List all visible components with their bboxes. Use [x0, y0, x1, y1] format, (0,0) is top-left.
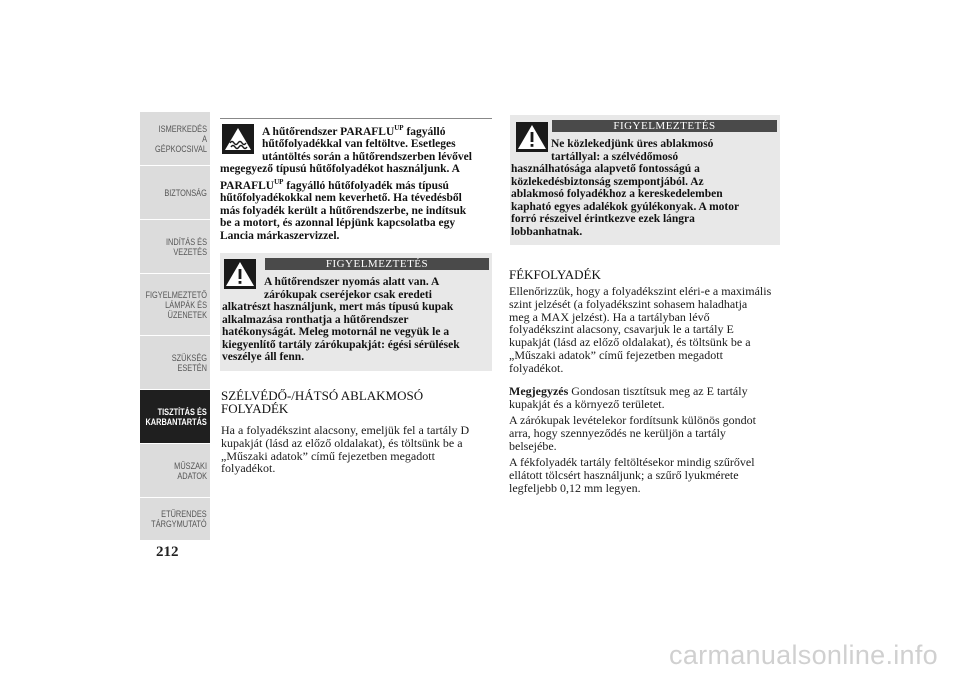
- tab-label: BIZTONSÁG: [164, 187, 207, 198]
- brake-fluid-para1: Ellenőrizzük, hogy a folyadékszint eléri-e a maximális szint jelzését (a folyadékszint sohasem haladhatja meg a MAX jelzést). Ha a tartályban lévő folyadékszint alacsony, csavarjuk le a tartály E kupakját (lásd az előző oldalakat), és töltsünk be a „Műszaki adatok” című fejezetben megadott folyadékot.: [509, 284, 772, 375]
- tab-tisztitas[interactable]: [140, 390, 210, 444]
- watermark: carmanualsonline.info: [669, 640, 938, 670]
- brake-fluid-para4: A fékfolyadék tartály feltöltésekor mindig szűrővel ellátott tölcsért használjunk; a szűrő lyukmérete legfeljebb 0,12 mm legyen.: [509, 455, 755, 495]
- tab-szukseg[interactable]: [140, 336, 210, 390]
- note-label: Megjegyzés: [509, 384, 569, 398]
- washer-fluid-body: Ha a folyadékszint alacsony, emeljük fel a tartály D kupakját (lásd az előző oldalakat), és töltsünk be a „Műszaki adatok” című fejezetben megadott folyadékot.: [221, 423, 470, 476]
- pressure-warning-text: A hűtőrendszer nyomás alatt van. A zárókupak cseréjekor csak eredeti alkatrészt használjunk, mert más típusú kupak alkalmazása ronthatja a hűtőrendszer hatékonyságát. Meleg motornál ne vegyük le a kiegyenlítő tartály zárókupakját: égési sérülések veszélye áll fenn.: [222, 276, 460, 363]
- note-top-rule: [220, 118, 492, 119]
- page-number: 212: [156, 544, 179, 560]
- warning-title: FIGYELMEZTETÉS: [552, 120, 777, 132]
- tab-label: ETŰRENDES TÁRGYMUTATÓ: [151, 509, 207, 529]
- tab-muszaki[interactable]: [140, 444, 210, 498]
- washer-warning-text: Ne közlekedjünk üres ablakmosó tartállyal: a szélvédőmosó használhatósága alapvető fontosságú a közlekedésbiztonság szempontjából. Az ablakmosó folyadékhoz a kereskedelemben kapható egyes adalékok gyúlékonyak. A motor forró részeivel érintkezve ezek lángra lobbanhatnak.: [511, 138, 740, 238]
- tab-label: MŰSZAKI ADATOK: [174, 460, 207, 481]
- tab-label: SZÜKSÉG ESETÉN: [171, 352, 207, 373]
- tab-inditas[interactable]: [140, 220, 210, 274]
- warning-title: FIGYELMEZTETÉS: [265, 258, 489, 270]
- tab-label: TISZTÍTÁS ÉS KARBANTARTÁS: [145, 406, 207, 427]
- tab-figyelmezteto[interactable]: [140, 274, 210, 336]
- brake-fluid-heading: FÉKFOLYADÉK: [509, 267, 601, 282]
- brake-fluid-para2: Megjegyzés Gondosan tisztítsuk meg az E tartály kupakját és a környező területet.: [509, 384, 748, 411]
- tab-label: ISMERKEDÉS A GÉPKOCSIVAL: [155, 123, 207, 154]
- tab-ismerkedes[interactable]: [140, 112, 210, 166]
- tab-label: FIGYELMEZTETŐ LÁMPÁK ÉS ÜZENETEK: [145, 289, 207, 320]
- brake-fluid-para3: A zárókupak levételekor fordítsunk különös gondot arra, hogy szennyeződés ne kerüljön a tartály belsejébe.: [509, 413, 756, 453]
- tab-label: INDÍTÁS ÉS VEZETÉS: [165, 236, 207, 257]
- tab-betyurendes[interactable]: [140, 498, 210, 540]
- tab-biztonsag[interactable]: [140, 166, 210, 220]
- chapter-tabs: [140, 112, 210, 540]
- washer-fluid-heading: SZÉLVÉDŐ-/HÁTSÓ ABLAKMOSÓ FOLYADÉK: [221, 388, 424, 416]
- coolant-note: A hűtőrendszer $PARAFLU^{UP}$ fagyálló hűtőfolyadékkal van feltöltve. Esetleges utántöltés során a hűtőrendszerben lévővel megegyező típusú hűtőfolyadékot használjunk. A $PARAFLU^{UP}$ fagyálló hűtőfolyadék más típusú hűtőfolyadékokkal nem keverhető. Ha tévedésből más folyadék került a hűtőrendszerbe, ne indítsuk be a motort, és azonnal lépjünk kapcsolatba egy Lancia márkaszervizzel.: [220, 124, 472, 242]
